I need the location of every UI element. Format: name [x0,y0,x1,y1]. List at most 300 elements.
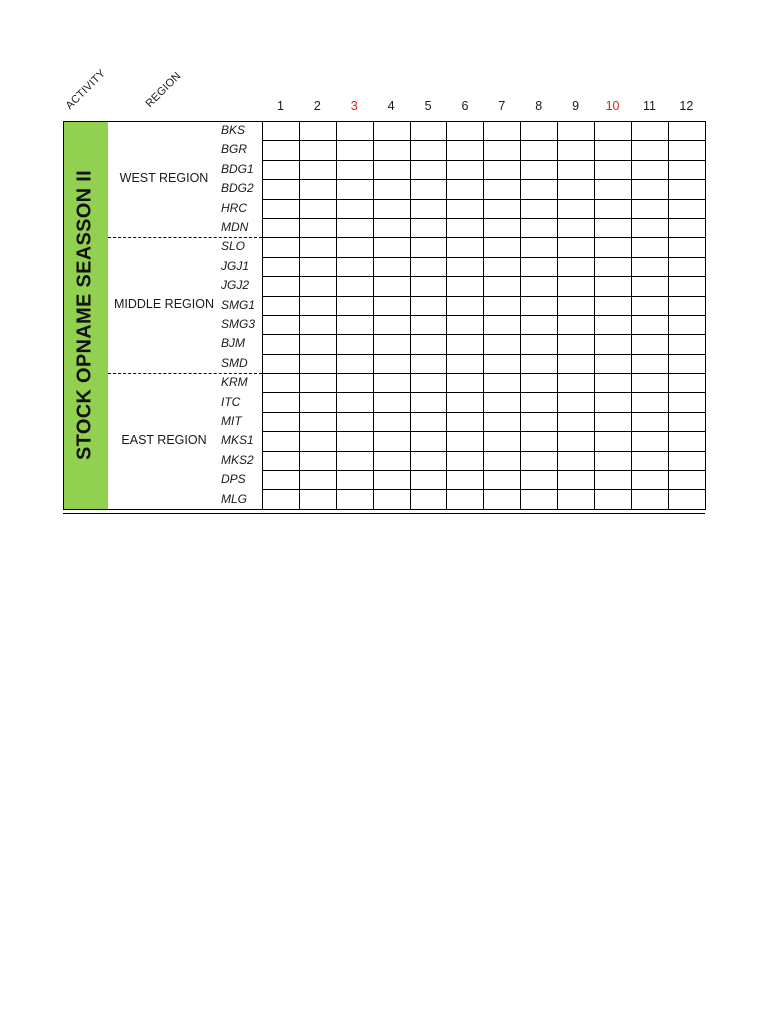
grid-cell[interactable] [263,335,300,354]
grid-cell[interactable] [410,393,447,412]
branch-code: SMD [221,355,248,370]
region-bottom-border [108,509,262,510]
grid-cell[interactable] [484,218,521,237]
grid-cell[interactable] [263,412,300,431]
grid-cell[interactable] [299,199,336,218]
branch-code: SLO [221,239,246,254]
grid-cell[interactable] [631,490,668,509]
grid-cell[interactable] [336,354,373,373]
grid-cell[interactable] [373,471,410,490]
grid-cell[interactable] [668,238,705,257]
grid-cell[interactable] [447,238,484,257]
branch-code: MKS1 [221,433,254,448]
grid-cell[interactable] [447,432,484,451]
branch-code: BKS [221,123,246,137]
grid-cell[interactable] [668,354,705,373]
month-number: 9 [572,99,580,113]
grid-cell[interactable] [447,122,484,141]
branch-code: DPS [221,472,246,487]
grid-cell[interactable] [410,160,447,179]
grid-cell[interactable] [631,315,668,334]
grid-cell[interactable] [595,141,632,160]
grid-cell[interactable] [447,412,484,431]
grid-cell[interactable] [410,471,447,490]
grid-cell[interactable] [484,315,521,334]
region-name: EAST REGION [121,433,207,448]
grid-cell[interactable] [521,257,558,276]
grid-cell[interactable] [484,296,521,315]
month-number: 6 [461,99,469,113]
branch-code: HRC [221,200,247,215]
grid-cell[interactable] [263,277,300,296]
grid-cell[interactable] [263,374,300,393]
grid-cell[interactable] [373,335,410,354]
grid-cell[interactable] [668,374,705,393]
grid-cell[interactable] [558,218,595,237]
grid-cell[interactable] [299,141,336,160]
grid-cell[interactable] [558,393,595,412]
branch-code: KRM [221,375,248,390]
grid-cell[interactable] [631,412,668,431]
grid-cell[interactable] [558,160,595,179]
grid-cell[interactable] [521,122,558,141]
branch-code: MIT [221,414,242,428]
month-number: 5 [424,99,432,113]
grid-cell[interactable] [595,471,632,490]
grid-cell[interactable] [410,432,447,451]
grid-cell[interactable] [484,490,521,509]
grid-cell[interactable] [447,490,484,509]
grid-cell[interactable] [668,277,705,296]
grid-cell[interactable] [336,412,373,431]
grid-cell[interactable] [668,296,705,315]
grid-cell[interactable] [631,471,668,490]
grid-row [263,180,706,199]
grid-cell[interactable] [595,122,632,141]
grid-cell[interactable] [521,160,558,179]
grid-cell[interactable] [373,141,410,160]
grid-cell[interactable] [447,451,484,470]
grid-cell[interactable] [484,180,521,199]
grid-cell[interactable] [447,296,484,315]
grid-cell[interactable] [447,315,484,334]
grid-row [263,412,706,431]
grid-cell[interactable] [558,315,595,334]
grid-cell[interactable] [521,180,558,199]
grid-cell[interactable] [484,354,521,373]
grid-cell[interactable] [299,218,336,237]
grid-cell[interactable] [299,451,336,470]
grid-cell[interactable] [410,277,447,296]
grid-cell[interactable] [558,180,595,199]
grid-cell[interactable] [410,180,447,199]
grid-cell[interactable] [668,199,705,218]
month-number: 12 [679,99,694,113]
grid-cell[interactable] [299,257,336,276]
bottom-rule [63,513,705,514]
grid-cell[interactable] [484,335,521,354]
grid-cell[interactable] [447,471,484,490]
grid-cell[interactable] [558,199,595,218]
grid-cell[interactable] [558,277,595,296]
month-number: 7 [498,99,506,113]
activity-column-header: ACTIVITY [63,67,109,112]
grid-cell[interactable] [263,122,300,141]
branch-code: MKS2 [221,452,254,467]
grid-cell[interactable] [299,393,336,412]
grid-cell[interactable] [263,354,300,373]
grid-cell[interactable] [263,160,300,179]
grid-cell[interactable] [595,432,632,451]
grid-cell[interactable] [668,471,705,490]
grid-cell[interactable] [299,432,336,451]
grid-cell[interactable] [521,218,558,237]
grid-row [263,257,706,276]
grid-cell[interactable] [631,354,668,373]
grid-cell[interactable] [595,335,632,354]
grid-cell[interactable] [558,335,595,354]
grid-row [263,277,706,296]
grid-cell[interactable] [595,315,632,334]
grid-cell[interactable] [447,141,484,160]
grid-cell[interactable] [263,315,300,334]
grid-cell[interactable] [336,296,373,315]
grid-cell[interactable] [299,296,336,315]
branch-code: BGR [221,142,248,157]
grid-cell[interactable] [410,257,447,276]
grid-cell[interactable] [336,218,373,237]
grid-cell[interactable] [521,393,558,412]
grid-cell[interactable] [373,122,410,141]
branch-code: BJM [221,336,245,351]
grid-cell[interactable] [631,277,668,296]
grid-cell[interactable] [631,335,668,354]
month-number: 11 [642,99,656,113]
branch-code: SMG3 [221,317,256,331]
grid-cell[interactable] [668,141,705,160]
grid-cell[interactable] [484,238,521,257]
grid-cell[interactable] [410,412,447,431]
grid-cell[interactable] [373,490,410,509]
grid-cell[interactable] [595,160,632,179]
grid-cell[interactable] [447,277,484,296]
grid-cell[interactable] [521,354,558,373]
grid-cell[interactable] [631,257,668,276]
grid-cell[interactable] [410,354,447,373]
grid-cell[interactable] [410,490,447,509]
grid-cell[interactable] [558,374,595,393]
grid-cell[interactable] [410,451,447,470]
grid-row [263,238,706,257]
grid-cell[interactable] [631,180,668,199]
grid-cell[interactable] [336,199,373,218]
grid-cell[interactable] [447,354,484,373]
grid-row [263,451,706,470]
grid-cell[interactable] [595,218,632,237]
grid-cell[interactable] [336,180,373,199]
grid-cell[interactable] [521,432,558,451]
grid-cell[interactable] [558,238,595,257]
grid-cell[interactable] [299,354,336,373]
month-number: 2 [313,99,321,113]
grid-cell[interactable] [558,471,595,490]
grid-cell[interactable] [299,374,336,393]
grid-row [263,374,706,393]
grid-cell[interactable] [631,160,668,179]
branch-code: MLG [221,491,248,506]
grid-cell[interactable] [631,122,668,141]
grid-cell[interactable] [336,335,373,354]
grid-cell[interactable] [521,490,558,509]
grid-cell[interactable] [595,451,632,470]
grid-row [263,315,706,334]
grid-cell[interactable] [558,141,595,160]
grid-cell[interactable] [299,315,336,334]
grid-cell[interactable] [668,315,705,334]
grid-cell[interactable] [373,451,410,470]
grid-cell[interactable] [558,412,595,431]
grid-cell[interactable] [484,257,521,276]
grid-row [263,490,706,509]
grid-cell[interactable] [299,160,336,179]
grid-cell[interactable] [336,277,373,296]
grid-cell[interactable] [558,490,595,509]
activity-title: STOCK OPNAME SEASSON II [73,170,96,460]
grid-cell[interactable] [373,257,410,276]
grid-cell[interactable] [595,393,632,412]
grid-row [263,199,706,218]
grid-cell[interactable] [410,335,447,354]
grid-cell[interactable] [668,432,705,451]
grid-cell[interactable] [373,218,410,237]
grid-cell[interactable] [263,180,300,199]
grid-cell[interactable] [373,374,410,393]
grid-cell[interactable] [521,315,558,334]
grid-cell[interactable] [595,490,632,509]
grid-cell[interactable] [410,218,447,237]
grid-cell[interactable] [595,354,632,373]
grid-cell[interactable] [299,277,336,296]
grid-cell[interactable] [521,451,558,470]
grid-cell[interactable] [595,374,632,393]
grid-cell[interactable] [336,374,373,393]
grid-cell[interactable] [336,490,373,509]
grid-cell[interactable] [299,490,336,509]
branch-code: MDN [221,220,249,234]
grid-cell[interactable] [668,122,705,141]
grid-cell[interactable] [484,412,521,431]
grid-cell[interactable] [521,471,558,490]
grid-cell[interactable] [595,180,632,199]
grid-cell[interactable] [447,180,484,199]
grid-cell[interactable] [447,393,484,412]
grid-row [263,471,706,490]
grid-cell[interactable] [668,218,705,237]
grid-cell[interactable] [668,335,705,354]
grid-cell[interactable] [484,393,521,412]
grid-cell[interactable] [299,471,336,490]
month-number: 1 [276,99,284,113]
branch-code: JGJ1 [221,258,250,273]
grid-cell[interactable] [484,374,521,393]
grid-cell[interactable] [373,277,410,296]
grid-cell[interactable] [668,412,705,431]
grid-cell[interactable] [410,141,447,160]
month-number: 4 [387,99,395,113]
grid-cell[interactable] [484,122,521,141]
grid-row [263,160,706,179]
grid-cell[interactable] [410,199,447,218]
grid-row [263,393,706,412]
grid-cell[interactable] [668,180,705,199]
grid-cell[interactable] [263,257,300,276]
grid-cell[interactable] [373,432,410,451]
grid-cell[interactable] [595,412,632,431]
grid-cell[interactable] [336,451,373,470]
grid-cell[interactable] [373,412,410,431]
schedule-grid [262,121,706,510]
grid-cell[interactable] [484,432,521,451]
grid-cell[interactable] [373,180,410,199]
grid-cell[interactable] [595,199,632,218]
grid-cell[interactable] [595,238,632,257]
grid-cell[interactable] [447,218,484,237]
grid-cell[interactable] [263,451,300,470]
grid-row [263,335,706,354]
region-name: WEST REGION [119,171,209,186]
grid-cell[interactable] [595,296,632,315]
grid-cell[interactable] [410,315,447,334]
grid-cell[interactable] [447,257,484,276]
grid-cell[interactable] [558,296,595,315]
grid-row [263,296,706,315]
grid-cell[interactable] [631,218,668,237]
grid-cell[interactable] [484,160,521,179]
grid-cell[interactable] [263,199,300,218]
grid-cell[interactable] [558,122,595,141]
grid-cell[interactable] [631,238,668,257]
grid-cell[interactable] [299,180,336,199]
grid-cell[interactable] [558,451,595,470]
grid-cell[interactable] [373,160,410,179]
grid-cell[interactable] [631,374,668,393]
grid-cell[interactable] [336,393,373,412]
grid-cell[interactable] [336,471,373,490]
grid-cell[interactable] [631,451,668,470]
grid-cell[interactable] [373,315,410,334]
grid-cell[interactable] [558,354,595,373]
grid-cell[interactable] [336,315,373,334]
grid-cell[interactable] [668,257,705,276]
grid-cell[interactable] [484,277,521,296]
grid-cell[interactable] [558,257,595,276]
grid-cell[interactable] [263,471,300,490]
month-number: 10 [605,99,620,113]
grid-cell[interactable] [336,141,373,160]
grid-cell[interactable] [484,471,521,490]
grid-cell[interactable] [299,122,336,141]
grid-row [263,218,706,237]
grid-cell[interactable] [521,277,558,296]
grid-cell[interactable] [521,412,558,431]
grid-cell[interactable] [631,393,668,412]
month-number: 3 [350,99,358,113]
branch-code: BDG1 [221,161,254,176]
grid-cell[interactable] [410,238,447,257]
grid-cell[interactable] [447,374,484,393]
grid-cell[interactable] [336,160,373,179]
grid-cell[interactable] [595,277,632,296]
grid-cell[interactable] [484,199,521,218]
grid-cell[interactable] [558,432,595,451]
grid-cell[interactable] [447,199,484,218]
grid-cell[interactable] [631,141,668,160]
grid-cell[interactable] [263,296,300,315]
branch-code: BDG2 [221,181,254,196]
grid-cell[interactable] [484,141,521,160]
grid-cell[interactable] [410,122,447,141]
region-name: MIDDLE REGION [113,297,214,312]
grid-cell[interactable] [336,122,373,141]
grid-cell[interactable] [336,432,373,451]
grid-cell[interactable] [521,335,558,354]
grid-cell[interactable] [631,432,668,451]
grid-cell[interactable] [263,141,300,160]
grid-cell[interactable] [521,296,558,315]
grid-cell[interactable] [263,432,300,451]
grid-cell[interactable] [484,451,521,470]
branch-code: ITC [221,394,241,409]
grid-cell[interactable] [631,296,668,315]
grid-cell[interactable] [668,490,705,509]
grid-cell[interactable] [373,238,410,257]
grid-cell[interactable] [521,199,558,218]
grid-cell[interactable] [521,141,558,160]
month-number: 8 [535,99,543,113]
grid-cell[interactable] [668,393,705,412]
grid-cell[interactable] [631,199,668,218]
grid-cell[interactable] [410,296,447,315]
grid-cell[interactable] [299,335,336,354]
grid-cell[interactable] [410,374,447,393]
grid-cell[interactable] [373,393,410,412]
branch-code: JGJ2 [221,278,250,293]
grid-cell[interactable] [521,374,558,393]
grid-row [263,122,706,141]
grid-cell[interactable] [521,238,558,257]
grid-cell[interactable] [263,238,300,257]
grid-cell[interactable] [263,490,300,509]
grid-cell[interactable] [263,218,300,237]
grid-cell[interactable] [595,257,632,276]
grid-cell[interactable] [668,451,705,470]
grid-row [263,354,706,373]
grid-cell[interactable] [668,160,705,179]
grid-cell[interactable] [263,393,300,412]
grid-row [263,141,706,160]
grid-cell[interactable] [299,412,336,431]
grid-cell[interactable] [336,238,373,257]
grid-cell[interactable] [447,160,484,179]
branch-code: SMG1 [221,297,256,312]
grid-cell[interactable] [373,354,410,373]
grid-row [263,432,706,451]
grid-cell[interactable] [373,296,410,315]
grid-cell[interactable] [447,335,484,354]
grid-cell[interactable] [373,199,410,218]
grid-cell[interactable] [336,257,373,276]
grid-cell[interactable] [299,238,336,257]
